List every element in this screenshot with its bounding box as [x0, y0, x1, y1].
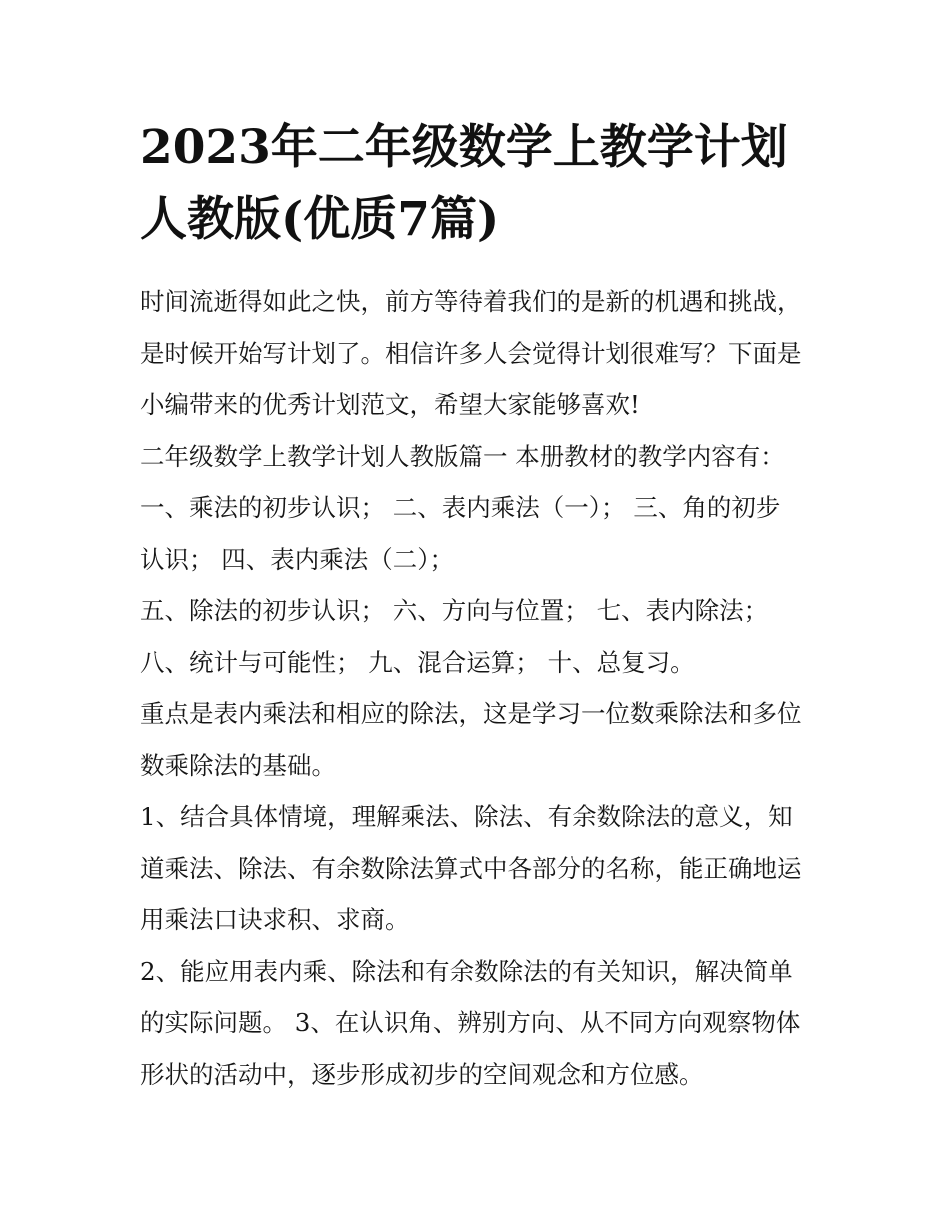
- body-line: 道乘法、除法、有余数除法算式中各部分的名称，能正确地运: [140, 853, 802, 883]
- body-line: 1、结合具体情境，理解乘法、除法、有余数除法的意义，知: [140, 802, 793, 831]
- body-line: 形状的活动中，逐步形成初步的空间观念和方位感。: [140, 1059, 704, 1089]
- body-line: 2、能应用表内乘、除法和有余数除法的有关知识，解决简单: [140, 956, 793, 986]
- body-line: 的实际问题。 3、在认识角、辨别方向、从不同方向观察物体: [140, 1008, 801, 1037]
- body-line: 数乘除法的基础。: [140, 750, 336, 780]
- body-line: 二年级数学上教学计划人教版篇一 本册教材的教学内容有：: [140, 441, 785, 471]
- body-line: 用乘法口诀求积、求商。: [140, 905, 410, 934]
- body-line: 八、统计与可能性； 九、混合运算； 十、总复习。: [140, 647, 695, 677]
- body-line: 是时候开始写计划了。相信许多人会觉得计划很难写？下面是: [140, 338, 802, 368]
- body-line: 重点是表内乘法和相应的除法，这是学习一位数乘除法和多位: [140, 699, 802, 728]
- title-line-1: 2023年二年级数学上教学计划: [140, 120, 788, 175]
- body-line: 小编带来的优秀计划范文，希望大家能够喜欢!: [140, 390, 640, 419]
- title-line-2: 人教版(优质7篇): [140, 192, 500, 247]
- body-line: 时间流逝得如此之快，前方等待着我们的是新的机遇和挑战，: [140, 287, 802, 316]
- body-line: 五、除法的初步认识； 六、方向与位置； 七、表内除法；: [140, 596, 769, 625]
- document-body: [140, 276, 830, 1100]
- document-title: [140, 112, 830, 256]
- body-line: 一、乘法的初步认识； 二、表内乘法（一）； 三、角的初步: [140, 493, 781, 522]
- body-line: 认识； 四、表内乘法（二）；: [140, 544, 455, 574]
